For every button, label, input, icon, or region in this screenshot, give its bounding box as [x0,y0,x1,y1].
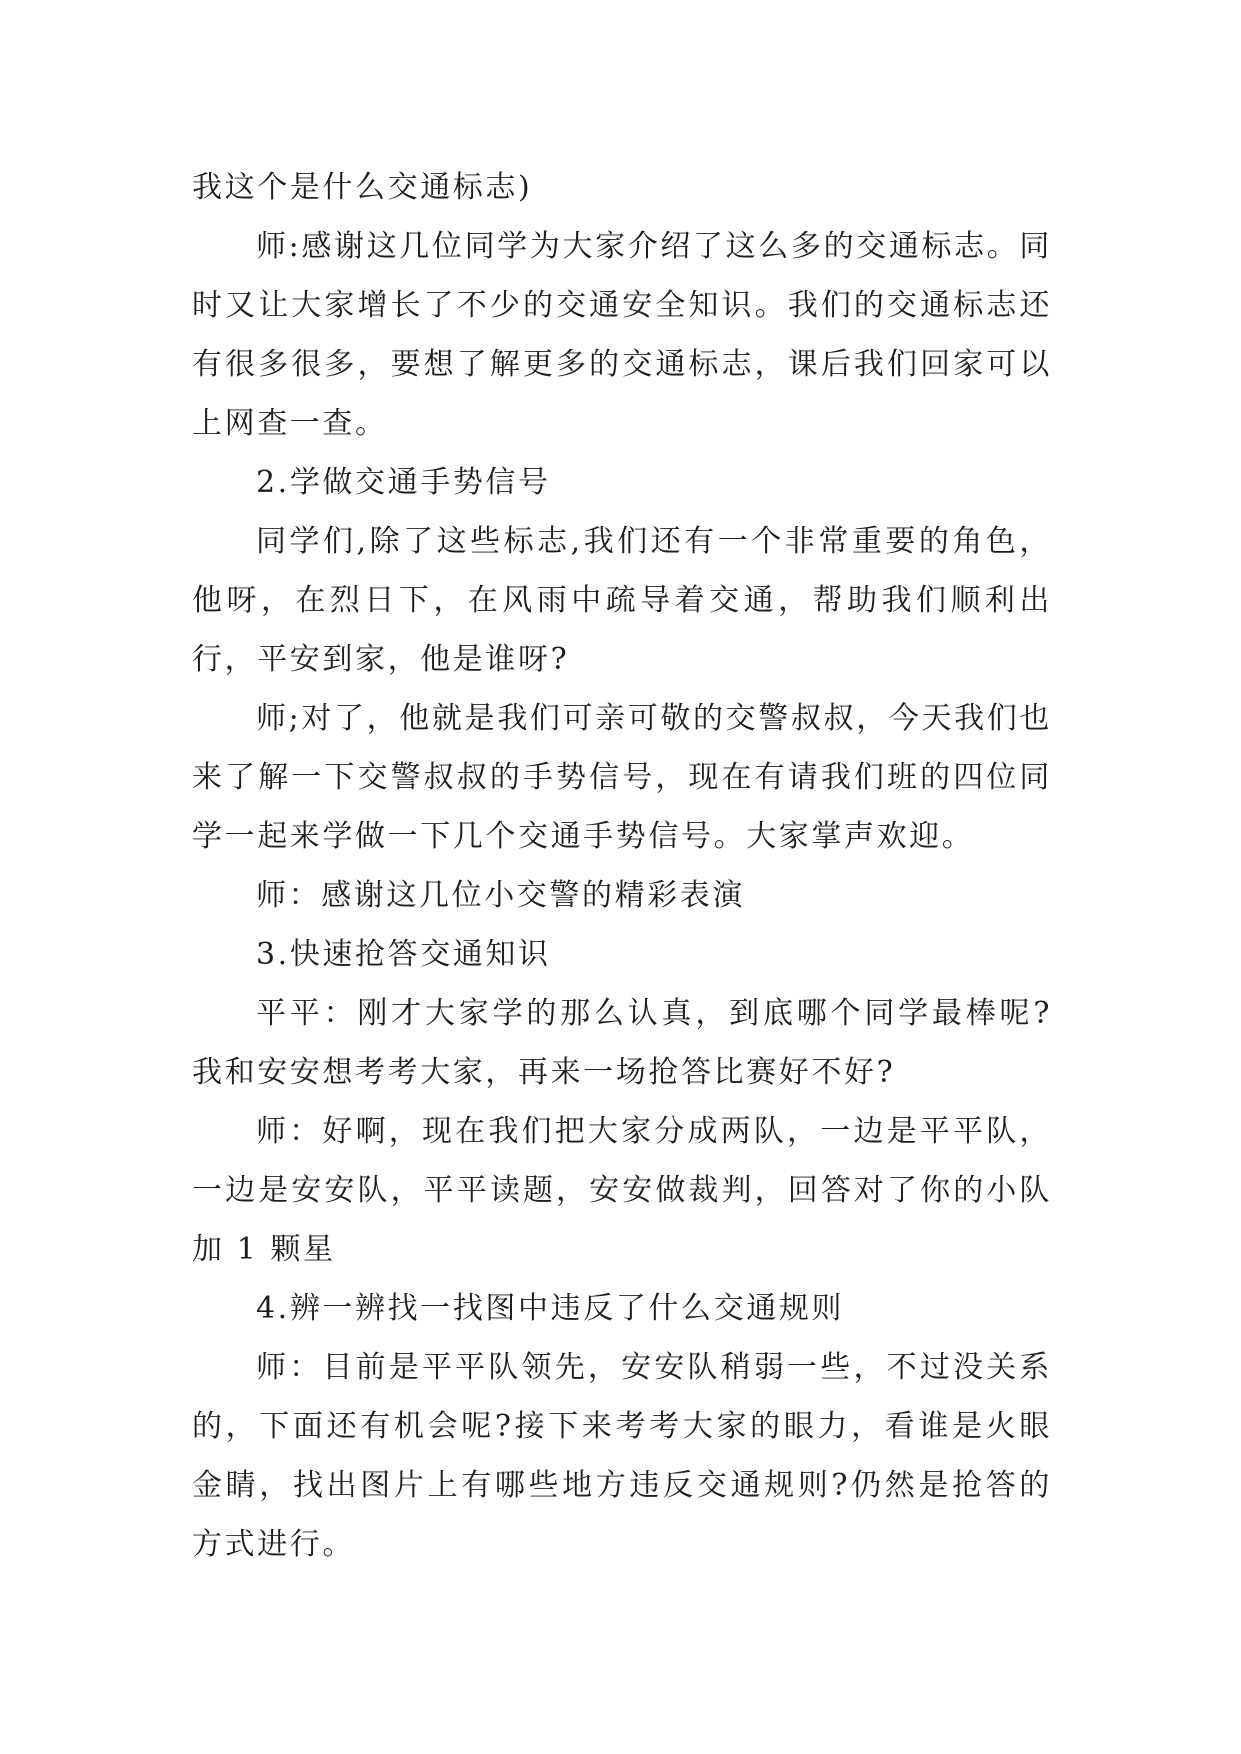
paragraph-3: 同学们,除了这些标志,我们还有一个非常重要的角色，他呀，在烈日下，在风雨中疏导着交通，帮助我们顺利出行，平安到家，他是谁呀? [192,524,1052,677]
section-heading-2: 2.学做交通手势信号 [256,465,551,500]
paragraph-8: 师：目前是平平队领先，安安队稍弱一些，不过没关系的，下面还有机会呢?接下来考考大家的眼力，看谁是火眼金睛，找出图片上有哪些地方违反交通规则?仍然是抢答的方式进行。 [192,1350,1052,1562]
document-body [192,158,1052,1574]
paragraph-7: 师：好啊，现在我们把大家分成两队，一边是平平队，一边是安安队，平平读题，安安做裁判，回答对了你的小队加 1 颗星 [192,1114,1052,1267]
paragraph-5: 师：感谢这几位小交警的精彩表演 [256,878,745,913]
paragraph-4: 师;对了，他就是我们可亲可敬的交警叔叔，今天我们也来了解一下交警叔叔的手势信号，现在有请我们班的四位同学一起来学做一下几个交通手势信号。大家掌声欢迎。 [192,701,1052,854]
section-heading-4: 4.辨一辨找一找图中违反了什么交通规则 [256,1291,845,1326]
paragraph-2: 师:感谢这几位同学为大家介绍了这么多的交通标志。同时又让大家增长了不少的交通安全知识。我们的交通标志还有很多很多，要想了解更多的交通标志，课后我们回家可以上网查一查。 [192,229,1052,441]
section-heading-3: 3.快速抢答交通知识 [256,937,551,972]
paragraph-6: 平平：刚才大家学的那么认真，到底哪个同学最棒呢?我和安安想考考大家，再来一场抢答比赛好不好? [192,996,1052,1090]
paragraph-1: 我这个是什么交通标志) [192,170,533,205]
